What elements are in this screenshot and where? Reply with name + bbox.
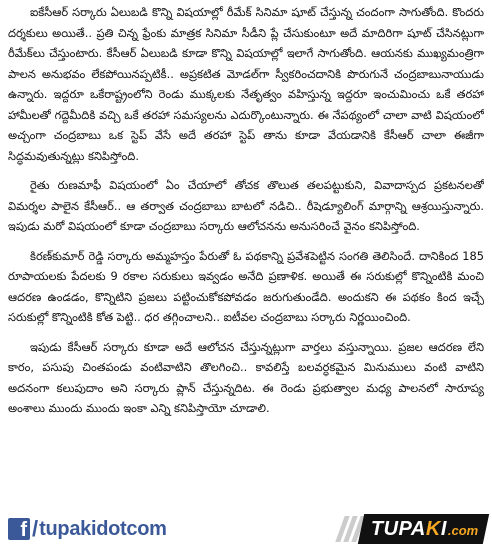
logo-domain: .com bbox=[447, 522, 478, 538]
facebook-separator: / bbox=[32, 516, 39, 541]
footer-bar bbox=[0, 510, 492, 548]
logo-name-suffix: I bbox=[440, 517, 447, 540]
logo-name-prefix: TUPA bbox=[370, 517, 426, 540]
logo-box bbox=[357, 514, 489, 544]
article-paragraph: కిరణ్‌కుమార్ రెడ్డి సర్కారు అమ్మహస్తం పేరుతో ఓ పథకాన్ని ప్రవేశపెట్టిన సంగతి తెలిసిందే. దానికింద 185 రూపాయలకు పేదలకు 9 రకాల సరుకులు ఇవ్వడం అనేది ప్రణాళిక. అయితే ఈ సరుకుల్లో కొన్నింటికి మంచి ఆదరణ ఉండడం, కొన్నిటిని ప్రజలు పట్టించుకోకపోవడం జరుగుతుండేది. అందుకని ఈ పథకం కింద ఇచ్చే సరుకుల్లో కొన్నింటికి కోత పెట్టి.. ధర తగ్గించాలని.. ఐటీవల చంద్రబాబు సర్కారు నిర్ణయించింది. bbox=[8, 248, 484, 324]
article-body bbox=[8, 2, 484, 502]
article-paragraph: ఐకేసీఆర్ సర్కారు ఏలుబడి కొన్ని విషయాల్లో రీమేక్ సినిమా షూట్ చేస్తున్న చందంగా సాగుతోంది. కొందరు దర్శకులు అయితే.. ప్రతి చిన్న ఫ్రేంకు మాత్రక సినిమా సీడీని ప్లే చేసుకుంటూ అదే మాదిరిగా షూట్ చేసినట్లుగా రీమేక్‌లు చేస్తుంటారు. కేసీఆర్ ఏలుబడి కూడా కొన్ని విషయాల్లో ఇలాగే సాగుతోంది. ఆయనకు ముఖ్యమంత్రిగా పాలన అనుభవం లేకపోయినప్పటికీ.. అప్రకటిత మోడల్‌గా స్వీకరించదానికి పొరుగునే చంద్రబాబునాయుడు ఉన్నారు. ఇద్దరూ ఒకేరాష్ట్రంలోని రెండు ముక్కలకు నేతృత్వం వహిస్తున్న ఇద్దరూ ఇంచుమించు ఒకే తరహా హామీలతో గద్దెమీదికి వచ్చి ఒకే తరహా సమస్యలను ఎదుర్కొంటున్నారు. ఈ నేపథ్యంలో చాలా వాటి విషయంలో అచ్చంగా చంద్రబాబు ఒక స్టెప్ వేసే అదే తరహా స్టెప్ తాను కూడా వేయడానికి కేసీఆర్ చాలా ఈజీగా సిద్ధమవుతున్నట్లు కనిపిస్తోంది. bbox=[8, 5, 484, 163]
facebook-handle: tupakidotcom bbox=[39, 517, 167, 540]
article-paragraph: రైతు రుణమాఫీ విషయంలో ఏం చేయాలో తోచక తొలుత తలపట్టుకుని, వివాదాస్పద ప్రకటనలతో విమర్శల పాలైన కేసీఆర్.. ఆ తర్వాత చంద్రబాబు బాటలో నడిచి.. రీషెడ్యూలింగ్ మార్గాన్ని ఆశ్రయిస్తున్నారు. ఇపుడు మరో విషయంలో కూడా చంద్రబాబు సర్కారు ఆలోచనను అనుసరించే వైనం కనిపిస్తోంది. bbox=[8, 178, 484, 233]
logo-name bbox=[371, 518, 447, 541]
article-paragraph: ఇపుడు కేసీఆర్ సర్కారు కూడా అదే ఆలోచన చేస్తున్నట్లుగా వార్తలు వస్తున్నాయి. ప్రజల ఆదరణ లేని కారం, పసుపు చింతపండు వంటివాటిని తొలగించి.. కావలిస్తే బలవర్ధకమైన మినుములు వంటి వాటిని అదనంగా కలుపుదాం అని సర్కారు ప్లాన్ చేస్తున్నదిట. ఈ రెండు ప్రభుత్వాల మధ్య పాలనలో సారూప్య అంశాలు ముందు ముందు ఇంకా ఎన్ని కనిపిస్తాయో చూడాలి. bbox=[8, 339, 484, 415]
facebook-icon: f bbox=[8, 518, 30, 540]
logo-name-highlight: K bbox=[425, 517, 441, 540]
site-logo bbox=[340, 512, 488, 546]
facebook-link[interactable] bbox=[8, 515, 167, 543]
logo-wordmark bbox=[371, 518, 478, 541]
